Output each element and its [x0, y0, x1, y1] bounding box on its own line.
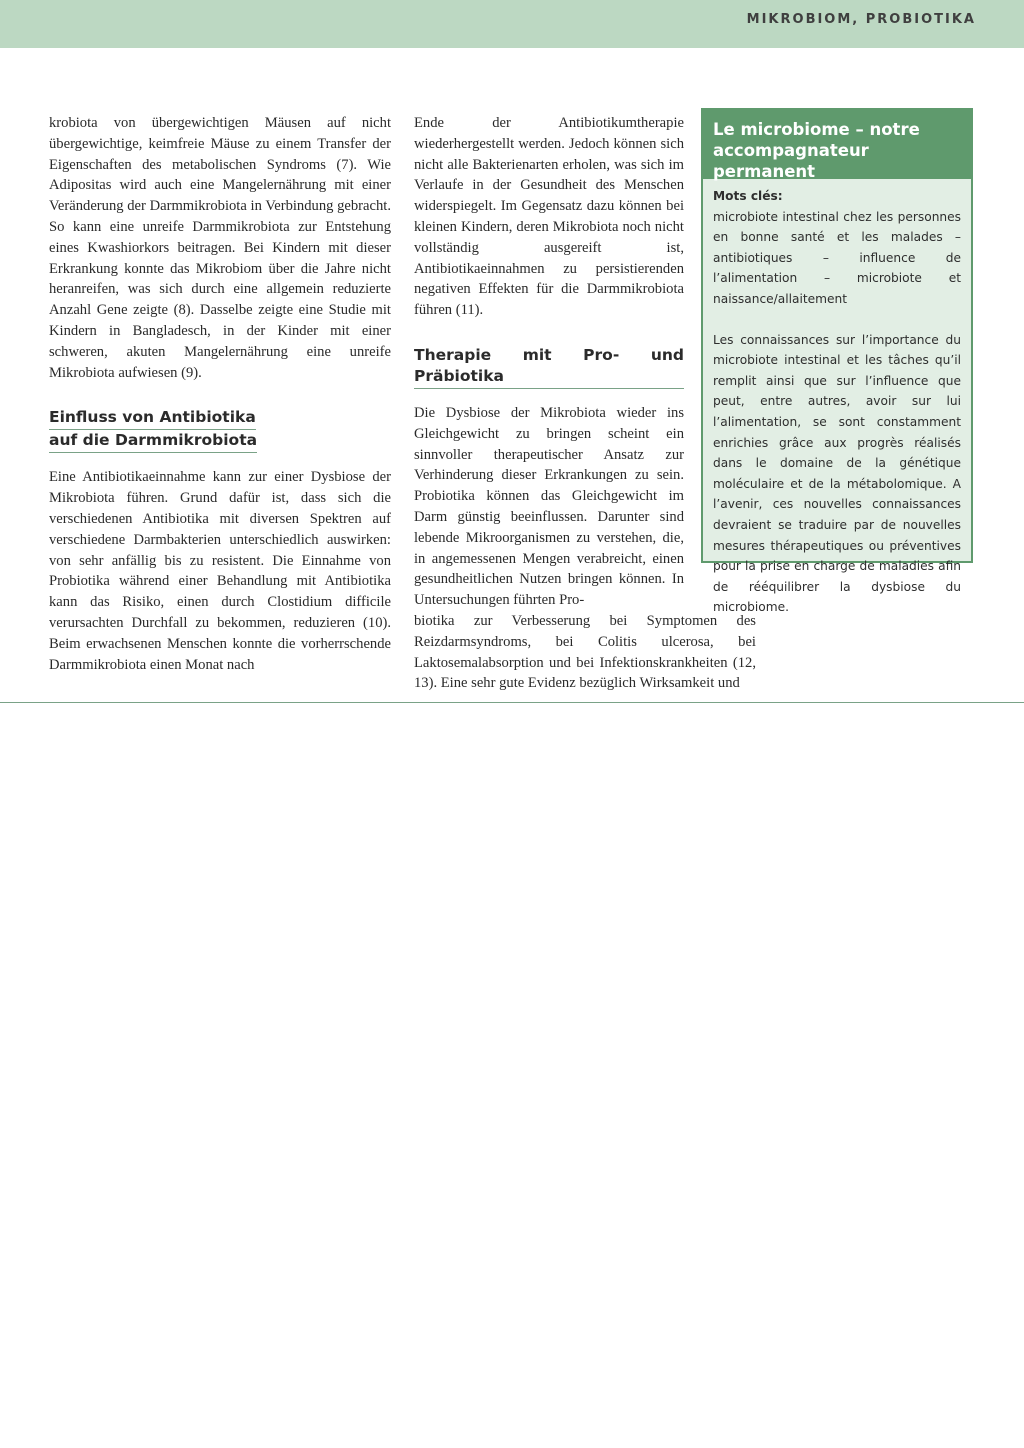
- section-heading-antibiotika: [49, 407, 391, 453]
- body-paragraph: krobiota von übergewichtigen Mäusen auf nicht übergewichtige, keimfreie Mäuse zu einem Transfer der Eigenschaften des metabolischen Syndroms (7). Wie Adipositas wird auch eine Mangelernährung mit einer Veränderung der Darmmikrobiota in Verbindung gebracht. So kann eine unreife Darmmikrobiota zur Entstehung eines Kwashiorkors beitragen. Bei Kindern mit dieser Erkrankung konnte das Mikrobiom über die Jahre nicht heranreifen, was sich durch eine allgemein reduzierte Anzahl Gene zeigte (8). Dasselbe zeigte eine Studie mit Kindern in Bangladesch, in der Kinder mit einer schweren, akuten Mangelernährung eine unreife Mikrobiota aufwiesen (9).: [49, 115, 391, 381]
- body-paragraph: Die Dysbiose der Mikrobiota wieder ins Gleichgewicht zu bringen scheint ein sinnvoller therapeutischer Ansatz zur Verhinderung dieser Erkrankungen zu sein. Probiotika können das Gleichgewicht im Darm günstig beeinflussen. Darunter sind lebende Mikroorganismen zu verstehen, die, in angemessenen Mengen verabreicht, einen gesundheitlichen Nutzen bringen können. In Untersuchungen führten Pro-: [414, 404, 684, 609]
- body-paragraph-wide: biotika zur Verbesserung bei Symptomen des Reizdarmsyndroms, bei Colitis ulcerosa, bei Laktosemalabsorption und bei Infektionskrankheiten (12, 13). Eine sehr gute Evidenz bezüglich Wirksamkeit und: [414, 612, 756, 692]
- body-paragraph: Ende der Antibiotikumtherapie wiederhergestellt werden. Jedoch können sich nicht alle Bakterienarten erholen, was sich im Verlaufe in der Gesundheit des Menschen widerspiegelt. Im Gegensatz dazu können bei kleinen Kindern, deren Mikrobiota noch nicht vollständig ausgereift ist, Antibiotikaeinnahmen zu persistierenden negativen Effekten für die Darmmikrobiota führen (11).: [414, 115, 684, 319]
- summary-box-body: [703, 179, 971, 618]
- body-paragraph: Eine Antibiotikaeinnahme kann zur einer Dysbiose der Mikrobiota führen. Grund dafür ist, dass sich die verschiedenen Antibiotika mit diversen Spektren auf verschiedene Darmbakterien unterschiedlich auswirken: von sehr anfällig bis zu resistent. Die Einnahme von Probiotika während einer Behandlung mit Antibiotika kann das Risiko, einen durch Clostidium difficile verursachten Durchfall zu bekommen, reduzieren (10). Beim erwachsenen Menschen konnte die vorherrschende Darmmikrobiota einen Monat nach: [49, 469, 391, 673]
- keywords-text: microbiote intestinal chez les personnes en bonne santé et les malades – antibiotiques – influence de l’alimentation – microbiote et naissance/allaitement: [713, 209, 961, 306]
- summary-box-title: Le microbiome – notre accompagnateur permanent: [703, 110, 971, 179]
- heading-line: auf die Darmmikrobiota: [49, 430, 257, 453]
- running-head: MIKROBIOM, PROBIOTIKA: [746, 12, 976, 27]
- summary-text: Les connaissances sur l’importance du microbiote intestinal et les tâches qu’il remplit ainsi que sur l’influence que peut, entre autres, avoir sur lui l’alimentation, se sont constamment enrichies grâce aux progrès réalisés dans le domaine de la génétique moléculaire et de la métabolomique. A l’avenir, ces nouvelles connaissances devraient se traduire par de nouvelles mesures thérapeutiques ou préventives pour la prise en charge de maladies afin de rééquilibrer la dysbiose du microbiome.: [713, 332, 961, 615]
- column-left: [49, 113, 391, 675]
- heading-line: Therapie mit Pro- und Präbiotika: [414, 345, 684, 389]
- keywords-label: Mots clés:: [713, 189, 783, 203]
- heading-line: Einfluss von Antibiotika: [49, 407, 256, 430]
- header-band: [0, 0, 1024, 48]
- divider-line: [0, 702, 1024, 703]
- section-heading-therapie: [414, 345, 684, 389]
- summary-box: [701, 108, 973, 615]
